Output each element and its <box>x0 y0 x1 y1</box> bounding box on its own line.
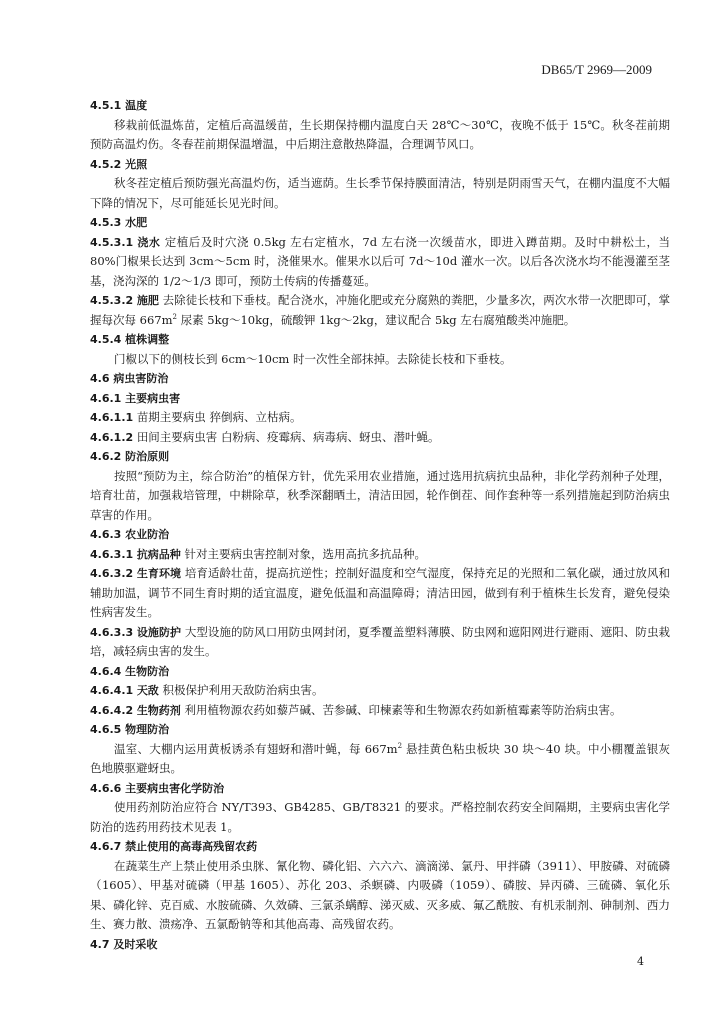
section-4-6-6-text: 使用药剂防治应符合 NY/T393、GB4285、GB/T8321 的要求。严格控制农药安全间隔期，主要病虫害化学防治的选药用药技术见表 1。 <box>90 800 670 834</box>
section-4-6-3-1: 4.6.3.1 抗病品种 针对主要病虫害控制对象，选用高抗多抗品种。 <box>90 546 426 561</box>
section-4-6-5-text: 温室、大棚内运用黄板诱杀有翅蚜和潜叶蝇，每 $667m^2$ 悬挂黄色粘虫板块 30 块～40 块。中小棚覆盖银灰色地膜驱避蚜虫。 <box>90 741 670 775</box>
section-4-5-1-heading: 4.5.1 温度 <box>90 99 148 112</box>
section-4-6-2-heading: 4.6.2 防治原则 <box>90 450 170 463</box>
section-4-6-3-heading: 4.6.3 农业防治 <box>90 528 170 541</box>
section-4-5-2-text: 秋冬茬定植后预防强光高温灼伤，适当遮荫。生长季节保持膜面清洁，特别是阴雨雪天气，在棚内温度不大幅下降的情况下，尽可能延长见光时间。 <box>90 176 670 210</box>
section-4-6-heading: 4.6 病虫害防治 <box>90 372 169 385</box>
section-4-6-4-2: 4.6.4.2 生物药剂 利用植物源农药如藜芦碱、苦参碱、印楝素等和生物源农药如新植霉素等防治病虫害。 <box>90 702 622 717</box>
section-4-5-2-heading: 4.5.2 光照 <box>90 157 148 171</box>
section-4-6-4-heading: 4.6.4 生物防治 <box>90 664 170 678</box>
section-4-6-1-1: 4.6.1.1 苗期主要病虫 猝倒病、立枯病。 <box>90 410 302 424</box>
standard-code: DB65/T 2969—2009 <box>541 62 652 77</box>
section-4-5-4-text: 门椒以下的侧枝长到 6cm～10cm 时一次性全部抹掉。去除徒长枝和下垂枝。 <box>114 351 512 366</box>
section-4-7-heading: 4.7 及时采收 <box>90 937 158 951</box>
section-4-6-3-3: 4.6.3.3 设施防护 大型设施的防风口用防虫网封闭，夏季覆盖塑料薄膜、防虫网和遮阳网进行避雨、遮阳、防虫栽培，减轻病虫害的发生。 <box>90 624 671 658</box>
section-4-5-1-text: 移栽前低温炼苗，定植后高温缓苗，生长期保持棚内温度白天 28℃～30℃，夜晚不低于 15℃。秋冬茬前期预防高温灼伤。冬春茬前期保温增温，中后期注意散热降温，合理调节风口。 <box>90 117 670 151</box>
section-4-6-7-heading: 4.6.7 禁止使用的高毒高残留农药 <box>90 840 258 853</box>
section-4-6-1-2: 4.6.1.2 田间主要病虫害 白粉病、疫霉病、病毒病、蚜虫、潜叶蝇。 <box>90 429 440 444</box>
section-4-5-3-heading: 4.5.3 水肥 <box>90 216 148 229</box>
section-4-6-2-text: 按照“预防为主，综合防治”的植保方针，优先采用农业措施，通过选用抗病抗虫品种，非化学药剂种子处理，培育壮苗，加强栽培管理，中耕除草，秋季深翻晒土，清洁田园，轮作倒茬、间作套种等一系列措施起到防治病虫草害的作用。 <box>90 468 670 522</box>
section-4-6-4-1: 4.6.4.1 天敌 积极保护利用天敌防治病虫害。 <box>90 683 324 697</box>
section-4-6-6-heading: 4.6.6 主要病虫害化学防治 <box>90 781 225 795</box>
section-4-5-3-2: 4.5.3.2 施肥 去除徒长枝和下垂枝。配合浇水，冲施化肥或充分腐熟的粪肥，少量多次，两次水带一次肥即可，掌握每次每 $667m^2$ 尿素 5kg～10kg，硫酸钾 1kg～2kg，建议配合 5kg 左右腐殖酸类冲施肥。 <box>90 293 671 327</box>
section-4-6-5-heading: 4.6.5 物理防治 <box>90 723 170 736</box>
section-4-5-3-1: 4.5.3.1 浇水 定植后及时穴浇 0.5kg 左右定植水，7d 左右浇一次缓苗水，即进入蹲苗期。及时中耕松土，当 80%门椒果长达到 3cm～5cm 时，浇催果水。催果水以后可 7d～10d 灌水一次。以后各次浇水均不能漫灌至茎基，浇沟深的 1/2～1/3 即可，预防土传病的传播蔓延。 <box>90 234 671 288</box>
document-body <box>90 96 670 954</box>
section-4-6-1-heading: 4.6.1 主要病虫害 <box>90 391 181 405</box>
section-4-6-7-text: 在蔬菜生产上禁止使用杀虫脒、氰化物、磷化铝、六六六、滴滴涕、氯丹、甲拌磷（3911）、甲胺磷、对硫磷（1605）、甲基对硫磷（甲基 1605）、苏化 203、杀螟磷、内吸磷（1059）、磷胺、异丙磷、三硫磷、氧化乐果、磷化锌、克百威、水胺硫磷、久效磷、三氯杀螨醇、涕灭威、灭多威、氟乙酰胺、有机汞制剂、砷制剂、西力生、赛力散、溃疡净、五氯酚钠等和其他高毒、高残留农药。 <box>90 858 670 931</box>
page-number: 4 <box>637 955 644 968</box>
section-4-6-3-2: 4.6.3.2 生育环境 培育适龄壮苗，提高抗逆性；控制好温度和空气湿度，保持充足的光照和二氧化碳，通过放风和辅助加温，调节不同生育时期的适宜温度，避免低温和高温障碍；清洁田园，做到有利于植株生长发育，避免侵染性病害发生。 <box>90 566 671 619</box>
section-4-5-4-heading: 4.5.4 植株调整 <box>90 333 170 346</box>
